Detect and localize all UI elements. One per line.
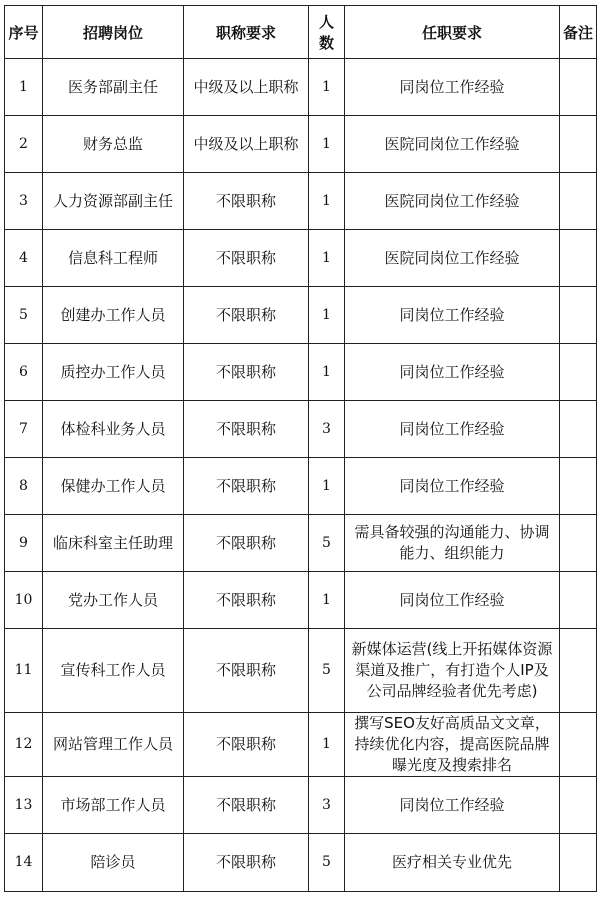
cell-remarks: [560, 572, 597, 629]
cell-index: 6: [5, 344, 43, 401]
cell-count: 1: [309, 458, 345, 515]
table-row: [5, 777, 597, 834]
cell-remarks: [560, 59, 597, 116]
table-row: [5, 287, 597, 344]
cell-title-requirement: 中级及以上职称: [184, 59, 309, 116]
cell-title-requirement: 不限职称: [184, 230, 309, 287]
cell-count: 1: [309, 344, 345, 401]
cell-qualification: 同岗位工作经验: [345, 572, 560, 629]
cell-title-requirement: 不限职称: [184, 515, 309, 572]
cell-count: 1: [309, 116, 345, 173]
cell-position: 临床科室主任助理: [43, 515, 184, 572]
cell-remarks: [560, 401, 597, 458]
cell-position: 创建办工作人员: [43, 287, 184, 344]
cell-index: 14: [5, 834, 43, 892]
cell-count: 1: [309, 713, 345, 777]
cell-position: 保健办工作人员: [43, 458, 184, 515]
table-row: [5, 230, 597, 287]
cell-title-requirement: 不限职称: [184, 629, 309, 713]
cell-qualification: 需具备较强的沟通能力、协调能力、组织能力: [345, 515, 560, 572]
cell-qualification: 同岗位工作经验: [345, 401, 560, 458]
table-row: [5, 458, 597, 515]
cell-index: 10: [5, 572, 43, 629]
cell-title-requirement: 不限职称: [184, 458, 309, 515]
cell-count: 1: [309, 287, 345, 344]
cell-index: 5: [5, 287, 43, 344]
cell-position: 陪诊员: [43, 834, 184, 892]
cell-index: 12: [5, 713, 43, 777]
cell-remarks: [560, 777, 597, 834]
cell-remarks: [560, 629, 597, 713]
cell-position: 体检科业务人员: [43, 401, 184, 458]
cell-position: 党办工作人员: [43, 572, 184, 629]
cell-qualification: 撰写SEO友好高质品文文章，持续优化内容，提高医院品牌曝光度及搜索排名: [345, 713, 560, 777]
cell-remarks: [560, 458, 597, 515]
cell-position: 质控办工作人员: [43, 344, 184, 401]
cell-position: 信息科工程师: [43, 230, 184, 287]
cell-count: 3: [309, 777, 345, 834]
header-title-requirement: 职称要求: [184, 6, 309, 59]
cell-qualification: 新媒体运营(线上开拓媒体资源渠道及推广，有打造个人IP及公司品牌经验者优先考虑): [345, 629, 560, 713]
cell-count: 1: [309, 173, 345, 230]
cell-remarks: [560, 173, 597, 230]
cell-remarks: [560, 116, 597, 173]
cell-qualification: 同岗位工作经验: [345, 287, 560, 344]
cell-count: 3: [309, 401, 345, 458]
table-row: [5, 713, 597, 777]
table-row: [5, 515, 597, 572]
table-row: [5, 401, 597, 458]
cell-title-requirement: 不限职称: [184, 344, 309, 401]
table-row: [5, 834, 597, 892]
cell-position: 网站管理工作人员: [43, 713, 184, 777]
header-index: 序号: [5, 6, 43, 59]
cell-qualification: 医院同岗位工作经验: [345, 230, 560, 287]
cell-title-requirement: 不限职称: [184, 713, 309, 777]
cell-count: 5: [309, 515, 345, 572]
cell-count: 1: [309, 59, 345, 116]
cell-title-requirement: 不限职称: [184, 572, 309, 629]
cell-remarks: [560, 344, 597, 401]
cell-qualification: 同岗位工作经验: [345, 59, 560, 116]
cell-qualification: 同岗位工作经验: [345, 344, 560, 401]
cell-qualification: 医院同岗位工作经验: [345, 116, 560, 173]
recruitment-table: [4, 5, 597, 892]
cell-index: 8: [5, 458, 43, 515]
cell-index: 11: [5, 629, 43, 713]
cell-index: 7: [5, 401, 43, 458]
cell-title-requirement: 不限职称: [184, 777, 309, 834]
cell-title-requirement: 不限职称: [184, 834, 309, 892]
cell-index: 3: [5, 173, 43, 230]
cell-title-requirement: 不限职称: [184, 401, 309, 458]
cell-count: 1: [309, 230, 345, 287]
cell-remarks: [560, 230, 597, 287]
cell-position: 人力资源部副主任: [43, 173, 184, 230]
header-count: 人数: [309, 6, 345, 59]
cell-count: 5: [309, 629, 345, 713]
cell-qualification: 同岗位工作经验: [345, 777, 560, 834]
header-position: 招聘岗位: [43, 6, 184, 59]
header-row: [5, 6, 597, 59]
cell-qualification: 医院同岗位工作经验: [345, 173, 560, 230]
cell-index: 9: [5, 515, 43, 572]
table-row: [5, 59, 597, 116]
cell-count: 1: [309, 572, 345, 629]
cell-position: 医务部副主任: [43, 59, 184, 116]
cell-remarks: [560, 515, 597, 572]
table-row: [5, 572, 597, 629]
cell-qualification: 医疗相关专业优先: [345, 834, 560, 892]
cell-title-requirement: 不限职称: [184, 287, 309, 344]
cell-index: 1: [5, 59, 43, 116]
cell-remarks: [560, 287, 597, 344]
cell-position: 市场部工作人员: [43, 777, 184, 834]
cell-index: 13: [5, 777, 43, 834]
cell-position: 财务总监: [43, 116, 184, 173]
header-remarks: 备注: [560, 6, 597, 59]
cell-index: 4: [5, 230, 43, 287]
cell-index: 2: [5, 116, 43, 173]
cell-title-requirement: 不限职称: [184, 173, 309, 230]
header-qualification: 任职要求: [345, 6, 560, 59]
table-row: [5, 173, 597, 230]
table-row: [5, 629, 597, 713]
cell-remarks: [560, 713, 597, 777]
cell-qualification: 同岗位工作经验: [345, 458, 560, 515]
cell-title-requirement: 中级及以上职称: [184, 116, 309, 173]
cell-count: 5: [309, 834, 345, 892]
table-row: [5, 344, 597, 401]
cell-remarks: [560, 834, 597, 892]
table-row: [5, 116, 597, 173]
cell-position: 宣传科工作人员: [43, 629, 184, 713]
